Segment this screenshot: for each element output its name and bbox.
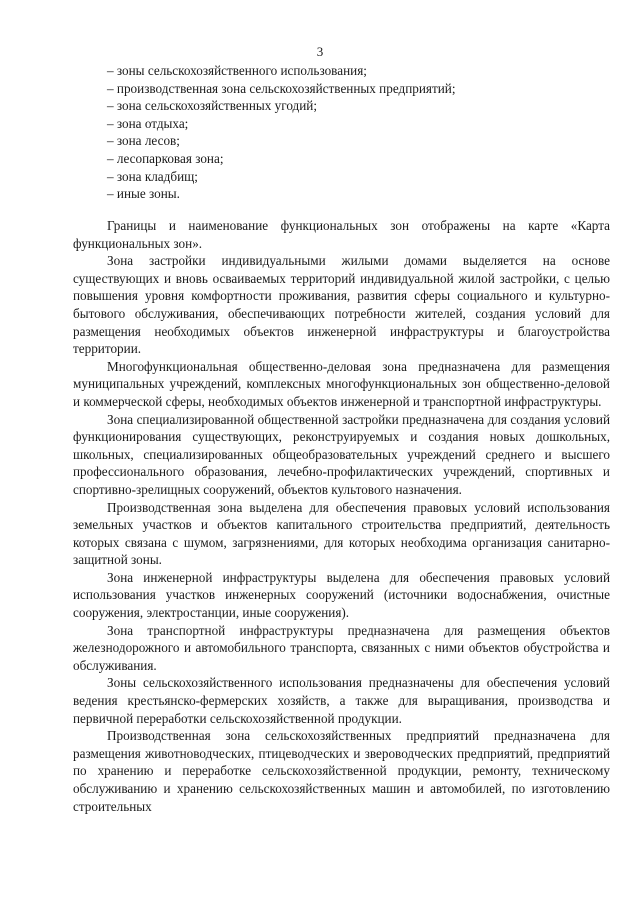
paragraph-individual-housing-zone: Зона застройки индивидуальными жилыми домами выделяется на основе существующих и вновь осваиваемых территорий индивидуальной жилой застройки, с целью повышения уровня комфортности проживания, развития сферы социального и культурно-бытового обслуживания, обеспечивающих потребности жителей, создания условий для размещения необходимых объектов инженерной инфраструктуры и благоустройства территории. bbox=[73, 253, 610, 357]
body-text bbox=[73, 217, 610, 815]
paragraph-transport-infrastructure-zone: Зона транспортной инфраструктуры предназначена для размещения объектов железнодорожного и автомобильного транспорта, связанных с ними объектов обустройства и обслуживания. bbox=[73, 622, 610, 673]
list-item: – зона кладбищ; bbox=[107, 168, 198, 184]
paragraph-agricultural-use-zone: Зоны сельскохозяйственного использования предназначены для обеспечения условий ведения крестьянско-фермерских хозяйств, а также для выращивания, производства и первичной переработки сельскохозяйственной продукции. bbox=[73, 675, 610, 726]
paragraph-specialized-public-zone: Зона специализированной общественной застройки предназначена для создания условий функционирования существующих, реконструируемых и создания новых дошкольных, школьных, специализированных общеобразовательных учреждений среднего и высшего профессионального образования, лечебно-профилактических учреждений, спортивных и спортивно-зрелищных сооружений, объектов культового назначения. bbox=[73, 411, 610, 497]
paragraph-multifunctional-business-zone: Многофункциональная общественно-деловая зона предназначена для размещения муниципальных учреждений, комплексных многофункциональных зон общественно-деловой и коммерческой сферы, необходимых объектов инженерной и транспортной инфраструктуры. bbox=[73, 358, 610, 409]
paragraph-engineering-infrastructure-zone: Зона инженерной инфраструктуры выделена для обеспечения правовых условий использования участков инженерных сооружений (источники водоснабжения, очистные сооружения, электростанции, иные сооружения). bbox=[73, 569, 610, 621]
zone-list bbox=[107, 62, 456, 203]
paragraph-agricultural-enterprises-zone: Производственная зона сельскохозяйственных предприятий предназначена для размещения животноводческих, птицеводческих и звероводческих предприятий, предприятий по хранению и переработке сельскохозяйственной продукции, ремонту, техническому обслуживанию и хранению сельскохозяйственных машин и автомобилей, по изготовлению строительных bbox=[73, 728, 610, 814]
list-item: – зоны сельскохозяйственного использования; bbox=[107, 63, 367, 78]
list-item: – производственная зона сельскохозяйственных предприятий; bbox=[107, 80, 456, 96]
paragraph-production-zone: Производственная зона выделена для обеспечения правовых условий использования земельных участков и объектов капитального строительства предприятий, деятельность которых связана с шумом, загрязнениями, для которых необходима организация санитарно-защитной зоны. bbox=[73, 499, 610, 568]
list-item: – зона отдыха; bbox=[107, 115, 189, 131]
paragraph-functional-zones-map: Границы и наименование функциональных зон отображены на карте «Карта функциональных зон». bbox=[73, 218, 610, 251]
page-number: 3 bbox=[316, 44, 324, 59]
list-item: – зона сельскохозяйственных угодий; bbox=[107, 98, 318, 114]
list-item: – иные зоны. bbox=[107, 186, 180, 202]
list-item: – лесопарковая зона; bbox=[107, 150, 224, 166]
list-item: – зона лесов; bbox=[107, 133, 180, 149]
